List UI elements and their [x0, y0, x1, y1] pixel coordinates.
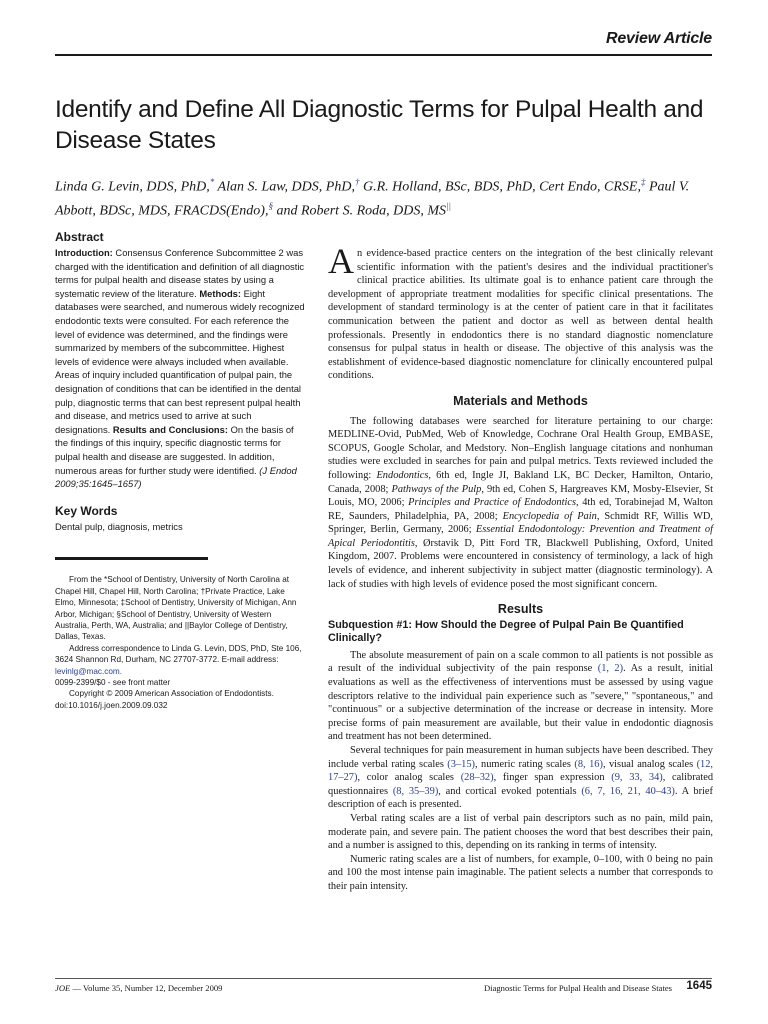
book-title: Pathways of the Pulp [391, 483, 482, 495]
affiliation-mark[interactable]: * [209, 177, 215, 187]
footnote-copyright: Copyright © 2009 American Association of Endodontists. [69, 689, 274, 699]
materials-paragraph [328, 415, 713, 592]
main-text-column [328, 241, 714, 894]
reference-link[interactable]: (8, 16) [574, 758, 603, 770]
page-number: 1645 [686, 980, 712, 992]
text-run: Several techniques for pain measurement in human subjects have been described. They include verbal rating scales [328, 745, 713, 770]
affiliation-mark[interactable]: ‡ [640, 177, 646, 187]
abstract-methods: Eight databases were searched, and numerous widely recognized endodontic texts were consulted. For each reference the level of evidence was determined, and the findings were summarized by members of the subcommittee. Highest levels of evidence were always included when available. Areas of inquiry included quantification of pulpal pain, the designation of conditions that can be identified in the dental pulp, diagnostic terms that can best represent pulpal health and disease, and metrics used to arrive at such designations. [55, 287, 305, 435]
reference-link[interactable]: (1, 2) [597, 663, 624, 675]
footer-rule [55, 978, 712, 979]
subquestion-heading: Subquestion #1: How Should the Degree of Pulpal Pain Be Quantified Clinically? [328, 618, 684, 644]
text-run: , numeric rating scales [475, 758, 571, 770]
results-paragraph-4: Numeric rating scales are a list of numbers, for example, 0–100, with 0 being no pain and 100 the most intense pain imaginable. The patient selects a number that corresponds to their pain intensity. [328, 853, 713, 892]
materials-heading: Materials and Methods [453, 393, 588, 408]
author-name: Alan S. Law, DDS, PhD, [217, 179, 355, 195]
text-run: , color analog scales [357, 772, 454, 784]
reference-link[interactable]: (9, 33, 34) [611, 772, 663, 784]
abstract-citation: (J Endod 2009;35:1645–1657) [55, 464, 297, 490]
text-run: , Ørstavik D, Pitt Ford TR, Blackwell Publishing, Oxford, United Kingdom, 2007. Problems were encountered in consistency of terminology, a lack of high levels of evidence, and inherent subjectivity in subject matter (diagnostic terminology). A lack of studies with high levels of evidence posed the most significant concern. [328, 537, 713, 590]
text-run: , 4th ed, Torabinejad M, Walton RE, Saunders, Philadelphia, PA, 2008; [328, 497, 713, 522]
reference-link[interactable]: (3–15) [447, 758, 475, 770]
footnote [55, 574, 305, 711]
issue-info: — Volume 35, Number 12, December 2009 [72, 983, 223, 993]
intro-paragraph [328, 241, 713, 383]
footnote-issn: 0099-2399/$0 - see front matter [55, 677, 171, 687]
footnote-correspondence [55, 643, 305, 677]
keywords-text: Dental pulp, diagnosis, metrics [55, 520, 183, 532]
reference-link[interactable]: (12, 17–27) [328, 758, 714, 784]
abstract-intro-label: Introduction: [55, 247, 113, 258]
journal-issue [55, 983, 222, 993]
text-run: . As a result, initial evaluations as well as the effectiveness of interventions must be assessed by using vague descriptors relative to the individual pain experience such as "severe," "spontaneous," and "continuous" or a subjective determination of the increase or decrease in intensity. More precise forms of pain measurement are available, but their value in endodontic diagnosis and treatment has not been determined. [328, 663, 713, 743]
reference-link[interactable]: (8, 35–39) [392, 785, 439, 797]
abstract-text [55, 246, 305, 491]
abstract-results-label: Results and Conclusions: [112, 423, 228, 435]
email-link[interactable]: levinlg@mac.com. [55, 666, 123, 676]
text-run: , calibrated questionnaires [328, 772, 714, 797]
article-title: Identify and Define All Diagnostic Terms for Pulpal Health and Disease States [55, 96, 704, 154]
correspondence-text: Address correspondence to Linda G. Levin, DDS, PhD, Ste 106, 3624 Shannon Rd, Durham, NC 27707-3772. E-mail address: [55, 643, 302, 665]
reference-link[interactable]: (28–32) [460, 772, 494, 784]
page-header [55, 30, 712, 58]
text-run: , visual analog scales [602, 758, 694, 770]
book-title: Endodontics [376, 469, 429, 481]
text-run: , 6th ed, Ingle JI, Bakland LK, BC Decker, Hamilton, Ontario, Canada, 2008; [328, 469, 713, 495]
text-run: , finger span expression [493, 772, 605, 784]
left-column [55, 230, 305, 711]
text-run: , and cortical evoked potentials [438, 785, 577, 797]
running-title: Diagnostic Terms for Pulpal Health and Disease States [483, 983, 672, 993]
book-title: Essential Endodontology: Prevention and Treatment of Apical Periodontitis [328, 524, 713, 549]
abstract-heading: Abstract [55, 230, 104, 244]
intro-text: n evidence-based practice centers on the integration of the best clinically relevant scientific information with the patient's desires and the individual practitioner's clinical practice abilities. Its ultimate goal is to enhance patient care through the development of appropriate treatment modalities for specific clinical presentations. The development of standard terminology is at the center of patient care in that it facilitates communication between the patient and doctor as well as between dental health professionals. Presently in endodontics there is no standard diagnostic nomenclature consensus for pulpal status in health or disease. The objective of this analysis was the establishment of evidence-based diagnostic nomenclature for clinically encountered pulpal conditions. [328, 248, 713, 382]
author-name: G.R. Holland, BSc, BDS, PhD, Cert Endo, CRSE, [362, 179, 641, 195]
author-name: Linda G. Levin, DDS, PhD, [55, 179, 210, 195]
author-name: Robert S. Roda, DDS, MS [300, 203, 447, 219]
header-rule [55, 54, 712, 56]
text-run: . A brief description of each is presented. [328, 785, 713, 811]
abstract-methods-label: Methods: [199, 287, 242, 299]
affiliation-mark[interactable]: † [354, 177, 360, 187]
author-conjunction: and [276, 203, 298, 219]
affiliation-mark[interactable]: || [446, 200, 451, 211]
book-title: Principles and Practice of Endodontics [408, 497, 577, 509]
results-paragraph-2 [328, 744, 713, 812]
reference-link[interactable]: (6, 7, 16, 21, 40–43) [581, 785, 675, 797]
journal-abbrev: JOE [55, 983, 71, 993]
text-run: The following databases were searched for literature pertaining to our charge: MEDLINE-Ovid, PubMed, Web of Knowledge, Cochrane Oral Health Group, EMBASE, SCOPUS, Google Scholar, and Medstory. Non–English language citations and nonhuman studies were excluded in searches for pain and pulpal metrics. Texts reviewed included the following: [328, 415, 713, 481]
results-paragraph-1 [328, 649, 713, 744]
footnote-rule [55, 557, 208, 560]
author-list [55, 173, 725, 220]
results-paragraph-3: Verbal rating scales are a list of verbal pain descriptors such as no pain, mild pain, moderate pain, and severe pain. The patient chooses the word that best describes their pain, and a number is assigned to this, depending on its ranking in terms of intensity. [328, 812, 713, 852]
abstract-intro: Consensus Conference Subcommittee 2 was charged with the identification and definition of all diagnostic terms for pulpal health and disease states by using a systematic review of the literature. [55, 247, 305, 299]
footnote-doi[interactable]: doi:10.1016/j.joen.2009.09.032 [55, 700, 168, 710]
abstract-results: On the basis of the findings of this inquiry, specific diagnostic terms for pulpal health and disease are suggested. In addition, numerous areas for further study were identified. [55, 423, 294, 476]
author-name: Paul V. Abbott, BDSc, MDS, FRACDS(Endo), [55, 179, 690, 219]
text-run: , 9th ed, Cohen S, Hargreaves KM, Mosby-Elsevier, St Louis, MO, 2006; [328, 483, 713, 509]
section-label: Review Article [606, 30, 712, 47]
affiliation-mark[interactable]: § [268, 200, 273, 211]
book-title: Encyclopedia of Pain [502, 510, 597, 522]
footnote-affiliations: From the *School of Dentistry, University of North Carolina at Chapel Hill, Chapel Hill, North Carolina; †Private Practice, Lake Elmo, Minnesota; ‡School of Dentistry, University of Michigan, Ann Arbor, Michigan; §School of Dentistry, University of Western Australia, Perth, WA, Australia; and ||Baylor College of Dentistry, Dallas, Texas. [55, 575, 297, 642]
text-run: The absolute measurement of pain on a scale common to all patients is not possible as a result of the individual subjectivity of the pain response [328, 649, 713, 675]
keywords-heading: Key Words [55, 503, 118, 518]
text-run: , Schmidt RF, Willis WD, Springer, Berlin, Germany, 2006; [328, 510, 713, 536]
results-heading: Results [497, 602, 544, 617]
page-footer [55, 978, 712, 998]
drop-cap: A [328, 241, 354, 281]
